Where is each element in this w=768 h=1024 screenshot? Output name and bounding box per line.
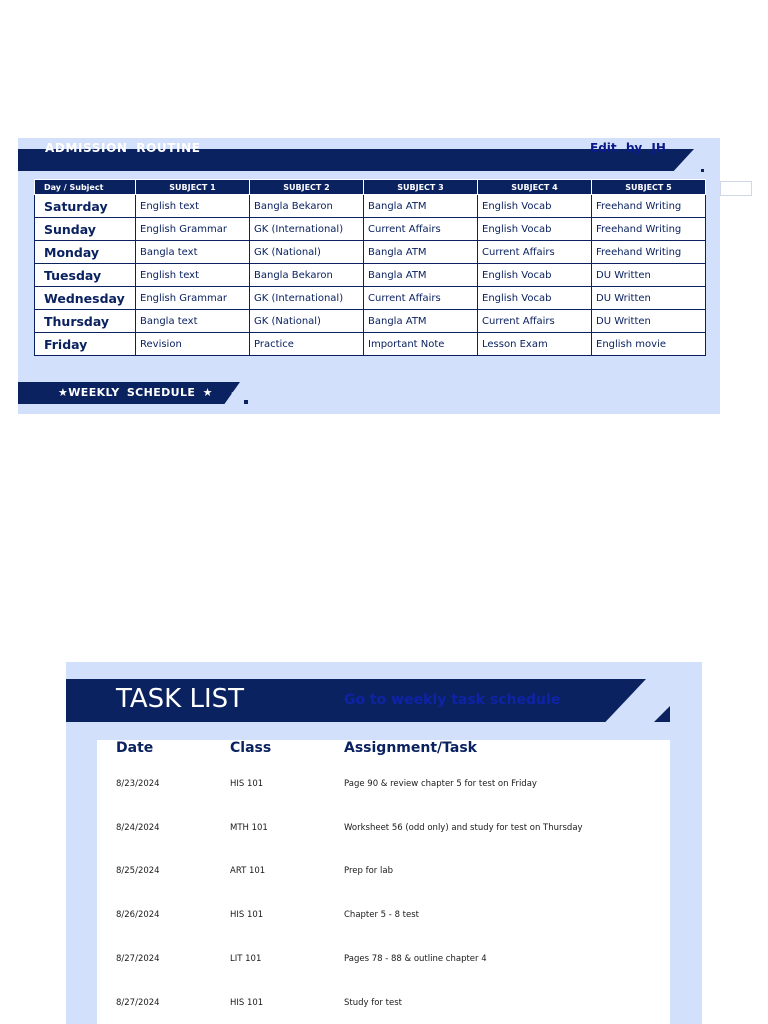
corner-marker [701, 169, 704, 172]
subject-cell[interactable]: Bangla text [136, 241, 250, 264]
subject-cell[interactable]: Bangla ATM [364, 241, 478, 264]
subject-cell[interactable]: Freehand Writing [592, 195, 706, 218]
subject-cell[interactable]: Bangla Bekaron [250, 195, 364, 218]
table-row[interactable] [97, 866, 670, 886]
column-header-date: Date [116, 740, 154, 756]
column-header-task: Assignment/Task [344, 740, 477, 756]
task-class: HIS 101 [230, 779, 264, 789]
task-table [97, 740, 670, 1024]
task-class: HIS 101 [230, 910, 264, 920]
routine-title: ADMISSION ROUTINE [45, 141, 201, 155]
subject-cell[interactable]: Bangla ATM [364, 264, 478, 287]
day-cell[interactable]: Wednesday [35, 287, 136, 310]
subject-cell[interactable]: Important Note [364, 333, 478, 356]
routine-header-row [35, 180, 706, 195]
subject-cell[interactable]: Lesson Exam [478, 333, 592, 356]
subject-cell[interactable]: Current Affairs [364, 218, 478, 241]
table-row [35, 195, 706, 218]
day-cell[interactable]: Friday [35, 333, 136, 356]
subject-cell[interactable]: GK (International) [250, 218, 364, 241]
subject-cell[interactable]: English Vocab [478, 264, 592, 287]
column-header-subject-4: SUBJECT 4 [478, 180, 592, 195]
subject-cell[interactable]: Bangla Bekaron [250, 264, 364, 287]
task-class: LIT 101 [230, 954, 262, 964]
table-row[interactable] [97, 954, 670, 974]
task-description: Page 90 & review chapter 5 for test on Friday [344, 779, 537, 789]
task-date: 8/23/2024 [116, 779, 160, 789]
task-description: Worksheet 56 (odd only) and study for test on Thursday [344, 823, 583, 833]
task-date: 8/27/2024 [116, 954, 160, 964]
day-cell[interactable]: Sunday [35, 218, 136, 241]
task-class: ART 101 [230, 866, 266, 876]
subject-cell[interactable]: Current Affairs [478, 310, 592, 333]
column-header-subject-2: SUBJECT 2 [250, 180, 364, 195]
subject-cell[interactable]: Bangla ATM [364, 310, 478, 333]
table-row[interactable] [97, 779, 670, 799]
task-date: 8/25/2024 [116, 866, 160, 876]
subject-cell[interactable]: English Vocab [478, 218, 592, 241]
column-header-class: Class [230, 740, 272, 756]
table-row [35, 264, 706, 287]
task-description: Prep for lab [344, 866, 393, 876]
weekly-schedule-label[interactable]: ★WEEKLY SCHEDULE ★ [58, 386, 213, 399]
selected-cell-outline[interactable] [720, 181, 752, 196]
column-header-subject-3: SUBJECT 3 [364, 180, 478, 195]
subject-cell[interactable]: Bangla text [136, 310, 250, 333]
subject-cell[interactable]: Freehand Writing [592, 218, 706, 241]
day-cell[interactable]: Saturday [35, 195, 136, 218]
table-row [35, 333, 706, 356]
table-row[interactable] [97, 910, 670, 930]
column-header-day: Day / Subject [35, 180, 136, 195]
task-class: MTH 101 [230, 823, 268, 833]
subject-cell[interactable]: English text [136, 264, 250, 287]
task-description: Chapter 5 - 8 test [344, 910, 419, 920]
subject-cell[interactable]: English Vocab [478, 195, 592, 218]
table-row[interactable] [97, 823, 670, 843]
task-date: 8/27/2024 [116, 998, 160, 1008]
routine-table [34, 179, 706, 356]
day-cell[interactable]: Tuesday [35, 264, 136, 287]
table-row [35, 310, 706, 333]
day-cell[interactable]: Monday [35, 241, 136, 264]
banner-corner-marker [244, 400, 248, 404]
task-date: 8/24/2024 [116, 823, 160, 833]
table-row [35, 218, 706, 241]
subject-cell[interactable]: GK (International) [250, 287, 364, 310]
subject-cell[interactable]: Bangla ATM [364, 195, 478, 218]
subject-cell[interactable]: Current Affairs [364, 287, 478, 310]
column-header-subject-1: SUBJECT 1 [136, 180, 250, 195]
subject-cell[interactable]: Practice [250, 333, 364, 356]
subject-cell[interactable]: English Vocab [478, 287, 592, 310]
admission-routine-panel [18, 138, 720, 414]
task-list-panel [66, 662, 702, 1024]
subject-cell[interactable]: English text [136, 195, 250, 218]
subject-cell[interactable]: Current Affairs [478, 241, 592, 264]
subject-cell[interactable]: English Grammar [136, 218, 250, 241]
table-row[interactable] [97, 998, 670, 1018]
subject-cell[interactable]: DU Written [592, 264, 706, 287]
subject-cell[interactable]: GK (National) [250, 310, 364, 333]
task-list-title: TASK LIST [116, 684, 245, 714]
task-description: Study for test [344, 998, 402, 1008]
edit-by-link[interactable]: Edit by JH [590, 141, 666, 155]
table-row [35, 241, 706, 264]
subject-cell[interactable]: DU Written [592, 310, 706, 333]
subject-cell[interactable]: English Grammar [136, 287, 250, 310]
weekly-schedule-link[interactable]: Go to weekly task schedule [344, 692, 561, 708]
subject-cell[interactable]: GK (National) [250, 241, 364, 264]
subject-cell[interactable]: Freehand Writing [592, 241, 706, 264]
subject-cell[interactable]: DU Written [592, 287, 706, 310]
column-header-subject-5: SUBJECT 5 [592, 180, 706, 195]
task-class: HIS 101 [230, 998, 264, 1008]
day-cell[interactable]: Thursday [35, 310, 136, 333]
table-row [35, 287, 706, 310]
subject-cell[interactable]: Revision [136, 333, 250, 356]
task-description: Pages 78 - 88 & outline chapter 4 [344, 954, 487, 964]
task-date: 8/26/2024 [116, 910, 160, 920]
task-header-corner [654, 706, 670, 722]
subject-cell[interactable]: English movie [592, 333, 706, 356]
